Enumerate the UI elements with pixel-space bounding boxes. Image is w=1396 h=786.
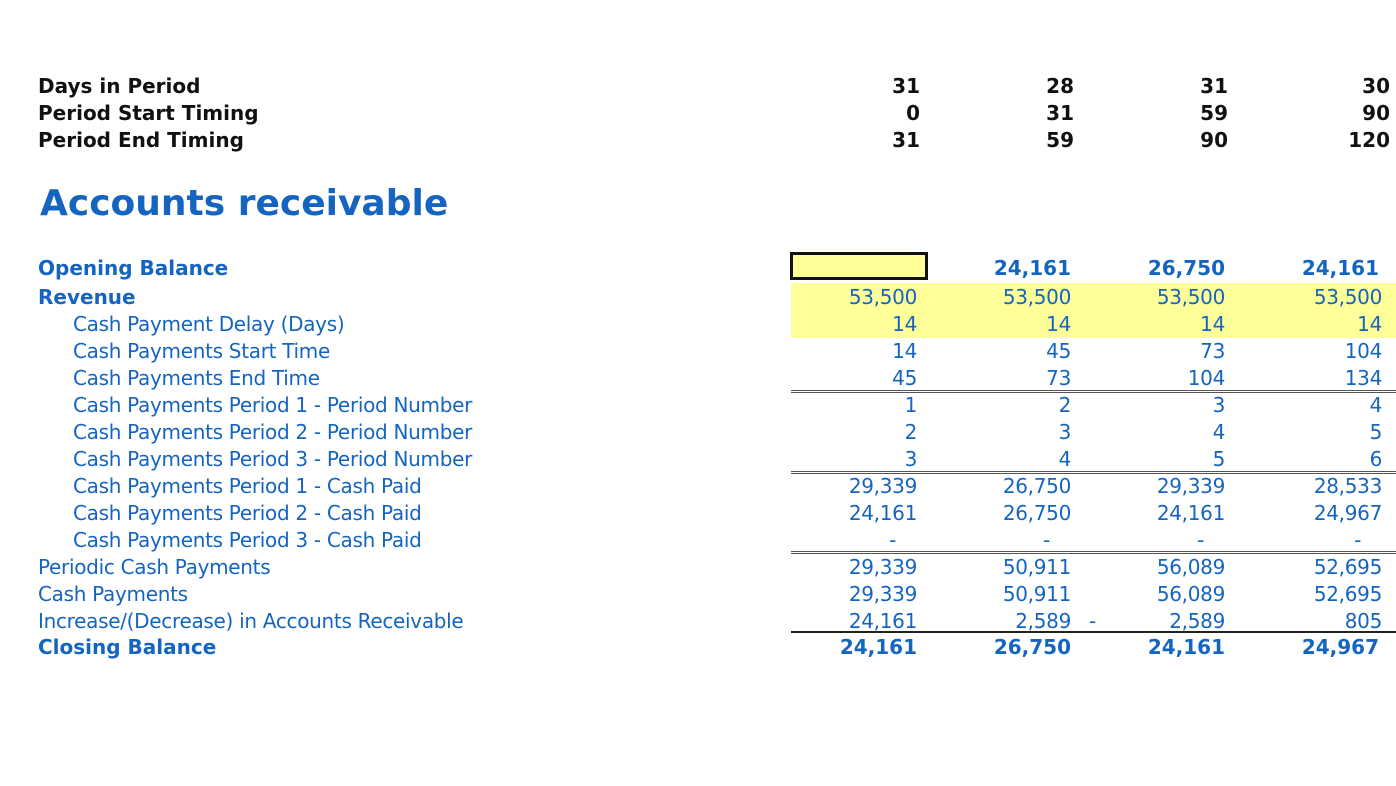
cell[interactable]: 56,089 (1156, 582, 1225, 606)
cell[interactable]: 24,161 (1301, 256, 1379, 280)
revenue-row (0, 284, 1396, 311)
cash-payments-row (0, 581, 1396, 608)
cell[interactable]: 29,339 (848, 555, 917, 579)
cell[interactable]: 24,967 (1313, 501, 1382, 525)
cell[interactable]: 73 (1200, 339, 1225, 363)
cell[interactable]: 45 (892, 366, 917, 390)
cell[interactable]: 29,339 (848, 474, 917, 498)
row-label: Cash Payments Period 3 - Cash Paid (73, 528, 422, 552)
row-label: Cash Payments End Time (73, 366, 320, 390)
cell[interactable]: 4 (1058, 447, 1071, 471)
cell[interactable]: 26,750 (993, 635, 1071, 659)
cell[interactable]: 90 (1200, 128, 1228, 152)
cell[interactable]: 52,695 (1313, 555, 1382, 579)
cell[interactable]: 14 (1200, 312, 1225, 336)
cell[interactable]: 30 (1362, 74, 1390, 98)
row-label: Periodic Cash Payments (38, 555, 271, 579)
cell[interactable]: 3 (1058, 420, 1071, 444)
cell[interactable]: 59 (1200, 101, 1228, 125)
period-end-timing-row (0, 127, 1396, 154)
row-label: Opening Balance (38, 256, 229, 280)
cell[interactable]: 31 (1046, 101, 1074, 125)
cell[interactable]: 50,911 (1002, 555, 1071, 579)
cell[interactable]: 26,750 (1002, 501, 1071, 525)
cell[interactable]: 14 (1357, 312, 1382, 336)
row-label: Cash Payments Period 3 - Period Number (73, 447, 473, 471)
row-label: Cash Payments (38, 582, 188, 606)
cell[interactable]: 5 (1212, 447, 1225, 471)
row-label: Cash Payments Period 2 - Period Number (73, 420, 473, 444)
period-3-cash-paid-row (0, 527, 1396, 554)
cell[interactable]: 2,589 (1169, 609, 1225, 633)
cell[interactable]: 73 (1046, 366, 1071, 390)
cell[interactable]: - (1354, 528, 1361, 552)
cell[interactable]: 0 (906, 101, 920, 125)
cell[interactable]: 29,339 (848, 582, 917, 606)
row-label: Cash Payments Period 1 - Period Number (73, 393, 473, 417)
cell[interactable]: 50,911 (1002, 582, 1071, 606)
row-label: Cash Payments Period 2 - Cash Paid (73, 501, 422, 525)
cell[interactable]: 6 (1369, 447, 1382, 471)
section-title: Accounts receivable (40, 183, 449, 224)
cash-payment-delay-row (0, 311, 1396, 338)
cell[interactable]: 120 (1348, 128, 1390, 152)
cell[interactable]: 24,161 (1156, 501, 1225, 525)
cell[interactable]: 24,967 (1301, 635, 1379, 659)
cell[interactable]: 3 (1212, 393, 1225, 417)
period-2-cash-paid-row (0, 500, 1396, 527)
row-label: Period Start Timing (38, 101, 259, 125)
cell[interactable]: 5 (1369, 420, 1382, 444)
opening-balance-row (0, 255, 1396, 282)
cell[interactable]: 56,089 (1156, 555, 1225, 579)
row-label: Increase/(Decrease) in Accounts Receivable (38, 609, 464, 633)
period-1-cash-paid-row (0, 473, 1396, 500)
cell[interactable]: 31 (892, 74, 920, 98)
cell[interactable]: 24,161 (848, 609, 917, 633)
period-start-timing-row (0, 100, 1396, 127)
cell[interactable]: 53,500 (1156, 285, 1225, 309)
cell[interactable]: 26,750 (1147, 256, 1225, 280)
closing-balance-row (0, 634, 1396, 661)
cell[interactable]: 4 (1212, 420, 1225, 444)
cell[interactable]: 2 (904, 420, 917, 444)
days-in-period-row (0, 73, 1396, 100)
cell[interactable]: 14 (892, 312, 917, 336)
cell[interactable]: 1 (904, 393, 917, 417)
cell[interactable]: - (1197, 528, 1204, 552)
row-label: Days in Period (38, 74, 201, 98)
cell[interactable]: 24,161 (839, 635, 917, 659)
cell[interactable]: 53,500 (848, 285, 917, 309)
periodic-cash-payments-row (0, 554, 1396, 581)
cell[interactable]: 53,500 (1002, 285, 1071, 309)
cell[interactable]: 31 (1200, 74, 1228, 98)
cell[interactable]: 29,339 (1156, 474, 1225, 498)
cell[interactable]: 134 (1344, 366, 1382, 390)
cash-payments-end-time-row (0, 365, 1396, 392)
cell[interactable]: - (1043, 528, 1050, 552)
total-rule (791, 631, 1396, 633)
cell[interactable]: 805 (1344, 609, 1382, 633)
cell[interactable]: 26,750 (1002, 474, 1071, 498)
cell[interactable]: 59 (1046, 128, 1074, 152)
negative-sign: - (1089, 609, 1097, 633)
cell[interactable]: 52,695 (1313, 582, 1382, 606)
cell[interactable]: 14 (1046, 312, 1071, 336)
cell[interactable]: 45 (1046, 339, 1071, 363)
cell[interactable]: 90 (1362, 101, 1390, 125)
period-2-number-row (0, 419, 1396, 446)
row-label: Cash Payments Period 1 - Cash Paid (73, 474, 422, 498)
row-label: Period End Timing (38, 128, 244, 152)
cell[interactable]: 24,161 (848, 501, 917, 525)
cell[interactable]: 31 (892, 128, 920, 152)
cell[interactable]: - (889, 528, 896, 552)
cell[interactable]: 24,161 (993, 256, 1071, 280)
row-label: Cash Payments Start Time (73, 339, 330, 363)
cash-payments-start-time-row (0, 338, 1396, 365)
cell[interactable]: 28,533 (1313, 474, 1382, 498)
cell[interactable]: 4 (1369, 393, 1382, 417)
period-3-number-row (0, 446, 1396, 473)
row-label: Revenue (38, 285, 136, 309)
cell[interactable]: 104 (1344, 339, 1382, 363)
cell[interactable]: 104 (1187, 366, 1225, 390)
row-label: Closing Balance (38, 635, 217, 659)
cell[interactable]: 24,161 (1147, 635, 1225, 659)
cell[interactable]: 3 (904, 447, 917, 471)
cell[interactable]: 28 (1046, 74, 1074, 98)
cell[interactable]: 53,500 (1313, 285, 1382, 309)
row-label: Cash Payment Delay (Days) (73, 312, 345, 336)
cell[interactable]: 14 (892, 339, 917, 363)
cell[interactable]: 2 (1058, 393, 1071, 417)
period-1-number-row (0, 392, 1396, 419)
cell[interactable]: 2,589 (1015, 609, 1071, 633)
